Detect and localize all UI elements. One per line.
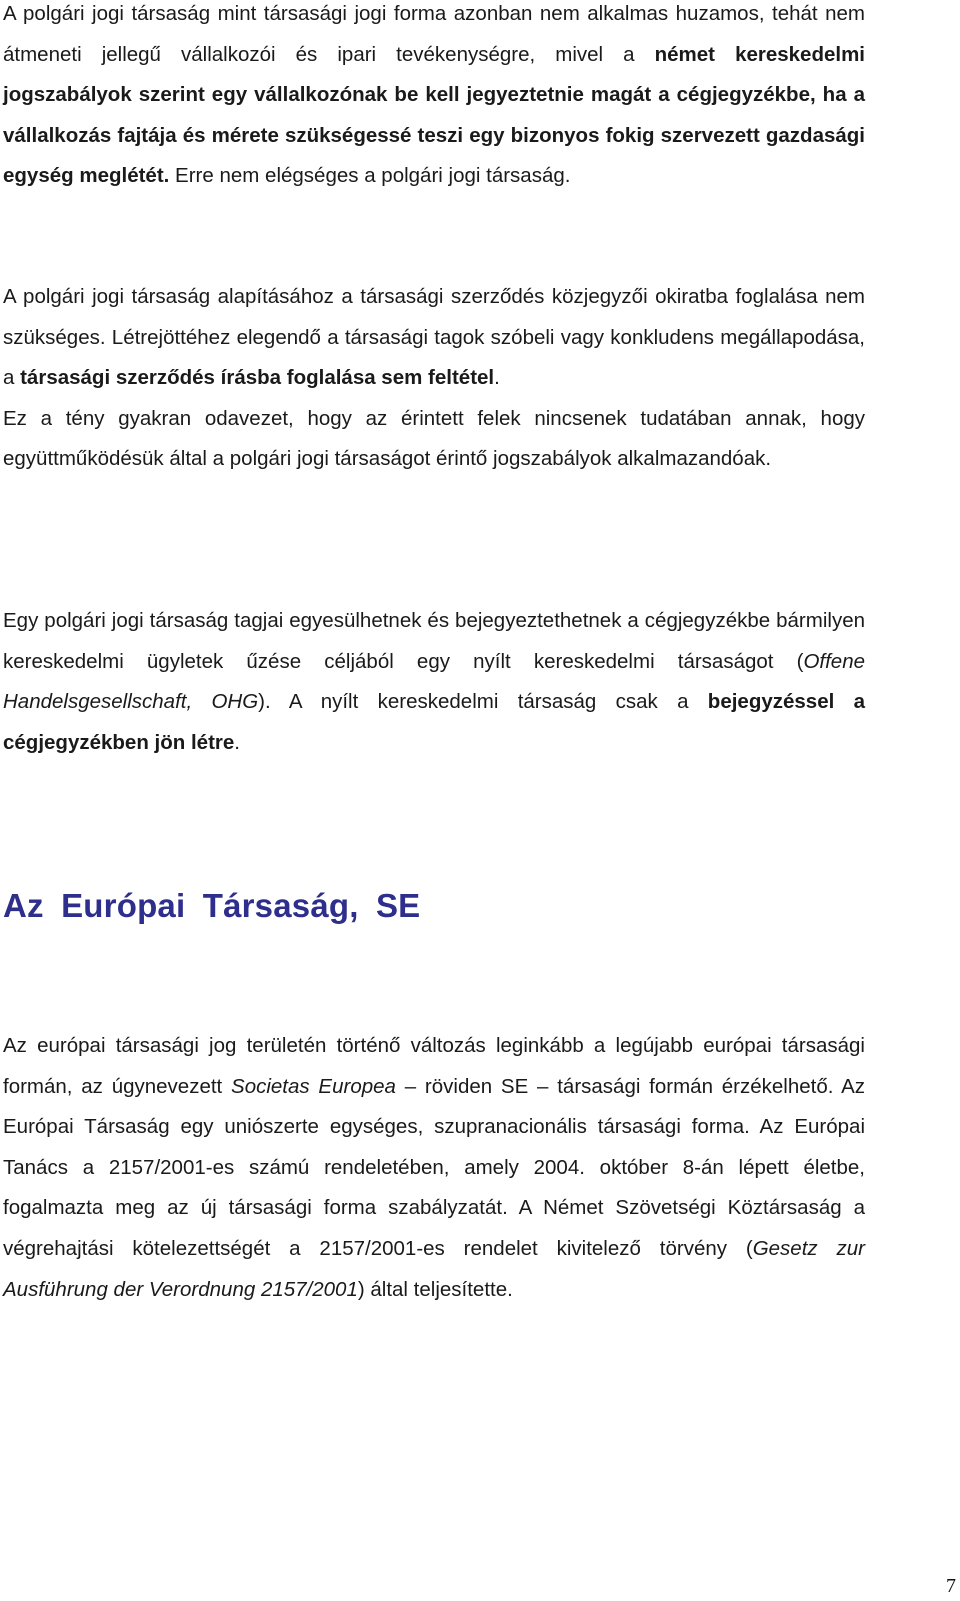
paragraph-ohg-registration bbox=[3, 601, 865, 763]
bold-text: német kereskedelmi jogszabályok szerint egy vállalkozónak be kell jegyeztetnie magát a cégjegyzékbe, ha a vállalkozás fajtája és mérete szükségessé teszi egy bizonyos fokig szervezett gazdasági egység meglétét. bbox=[3, 42, 865, 188]
italic-text: Societas Europea bbox=[231, 1074, 396, 1098]
paragraph-european-company bbox=[3, 1026, 865, 1310]
italic-text: Gesetz zur Ausführung der Verordnung 2157/2001 bbox=[3, 1236, 865, 1301]
paragraph-civil-partnership-unsuitability bbox=[3, 0, 865, 197]
paragraph-text: Ez a tény gyakran odavezet, hogy az érintett felek nincsenek tudatában annak, hogy együttműködésük által a polgári jogi társaságot érintő jogszabályok alkalmazandóak. bbox=[3, 406, 865, 471]
bold-text: társasági szerződés írásba foglalása sem feltétel bbox=[20, 366, 495, 390]
paragraph-text: A polgári jogi társaság alapításához a társasági szerződés közjegyzői okiratba foglalása nem szükséges. Létrejöttéhez elegendő a társasági tagok szóbeli vagy konkludens megállapodása, a bbox=[3, 285, 865, 390]
page-number: 7 bbox=[946, 1575, 956, 1597]
paragraph-text: Az európai társasági jog területén történő változás leginkább a legújabb európai társasági formán, az úgynevezett bbox=[3, 1034, 865, 1098]
paragraph-text: Erre nem elégséges a polgári jogi társaság. bbox=[169, 164, 571, 188]
paragraph-text: ) által teljesítette. bbox=[357, 1277, 513, 1301]
paragraph-text: . bbox=[234, 730, 240, 754]
paragraph-civil-partnership-formation bbox=[3, 277, 865, 480]
section-heading: Az Európai Társaság, SE bbox=[3, 887, 421, 924]
paragraph-text: ). A nyílt kereskedelmi társaság csak a bbox=[258, 690, 708, 714]
italic-text: Offene Handelsgesellschaft, OHG bbox=[3, 649, 865, 714]
paragraph-text: – röviden SE – társasági formán érzékelhető. Az Európai Társaság egy uniószerte egységes, szupranacionális társasági forma. Az Európai Tanács a 2157/2001-es számú rendeletében, amely 2004. október 8-án lépett életbe, fogalmazta meg az új társasági forma szabályzatát. A Német Szövetségi Köztársaság a végrehajtási kötelezettségét a 2157/2001-es rendelet kivitelező törvény ( bbox=[3, 1074, 866, 1260]
paragraph-text: A polgári jogi társaság mint társasági jogi forma azonban nem alkalmas huzamos, tehát nem átmeneti jellegű vállalkozói és ipari tevékenységre, mivel a bbox=[3, 2, 865, 66]
paragraph-text: . bbox=[494, 366, 500, 390]
bold-text: bejegyzéssel a cégjegyzékben jön létre bbox=[3, 690, 865, 754]
paragraph-text: Egy polgári jogi társaság tagjai egyesülhetnek és bejegyeztethetnek a cégjegyzékbe bármilyen kereskedelmi ügyletek űzése céljából egy nyílt kereskedelmi társaságot ( bbox=[3, 609, 865, 673]
